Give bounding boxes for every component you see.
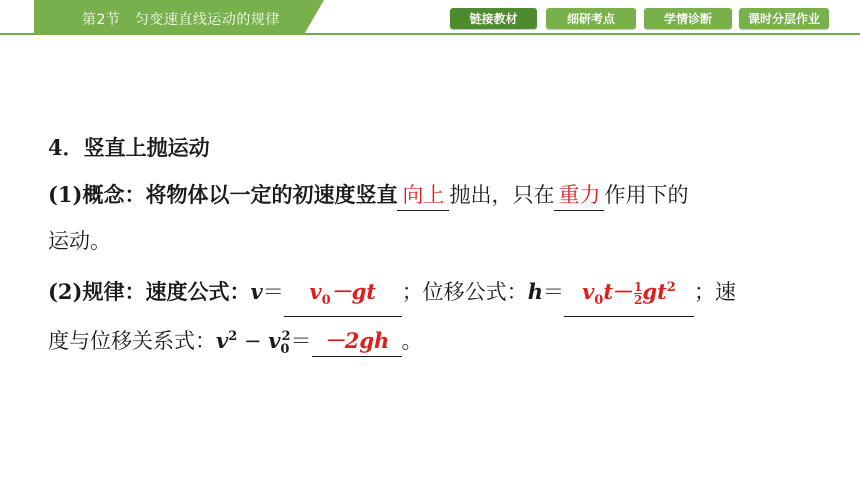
concept-middle: 抛出，只在: [449, 183, 555, 207]
symbol-v0-sup: 2: [281, 329, 291, 344]
relation-line: [48, 322, 423, 365]
fraction-numerator: 1: [634, 280, 643, 294]
blank-force: [554, 180, 604, 211]
equals-2: ＝: [542, 280, 564, 304]
nav-link-textbook[interactable]: 链接教材: [450, 8, 537, 29]
answer2-t: t: [603, 279, 614, 304]
answer2-v: v: [582, 279, 595, 304]
blank-direction: [397, 180, 449, 211]
separator-displacement: ；位移公式：: [401, 280, 528, 304]
concept-line-2: 运动。: [48, 229, 111, 253]
relation-end: 。: [401, 329, 423, 353]
answer2-v-sub: 0: [594, 293, 604, 309]
symbol-v-sq-sup: 2: [228, 329, 238, 344]
relation-prefix: 度与位移关系式：: [48, 329, 216, 353]
section-title: 第2节 匀变速直线运动的规律: [82, 12, 280, 28]
section-heading: 4．竖直上抛运动: [48, 135, 210, 160]
symbol-v0: v: [268, 328, 281, 353]
relation-minus: −: [237, 329, 269, 353]
answer-direction: 向上: [402, 183, 445, 207]
answer-force: 重力: [558, 183, 601, 207]
symbol-v-sq: v: [216, 328, 229, 353]
concept-line: [48, 180, 688, 211]
equals-1: ＝: [262, 280, 284, 304]
concept-suffix: 作用下的: [604, 183, 689, 207]
blank-displacement-formula: [564, 273, 694, 317]
law-line: [48, 273, 736, 317]
answer-velocity-rest: －gt: [330, 279, 376, 304]
fraction-denominator: 2: [634, 293, 643, 307]
answer-v-sub: 0: [321, 293, 331, 309]
answer-v: v: [309, 279, 322, 304]
answer-relation: －2gh: [323, 328, 390, 353]
answer2-gt: gt: [642, 279, 667, 304]
nav-diagnosis[interactable]: 学情诊断: [644, 8, 732, 29]
nav-homework[interactable]: 课时分层作业: [739, 8, 829, 29]
answer2-gt-sup: 2: [666, 280, 676, 295]
answer2-minus: －: [613, 279, 635, 304]
symbol-v0-sub: 0: [280, 342, 290, 358]
equals-3: ＝: [290, 329, 312, 353]
law-prefix: (2)规律：速度公式：: [48, 279, 251, 304]
blank-velocity-formula: [284, 277, 402, 317]
concept-prefix: (1)概念：将物体以一定的初速度竖直: [48, 182, 398, 207]
nav-study-points[interactable]: 细研考点: [546, 8, 636, 29]
symbol-v: v: [250, 279, 263, 304]
blank-relation-formula: [312, 326, 402, 357]
separator-speed: ；速: [693, 280, 736, 304]
symbol-h: h: [527, 279, 543, 304]
